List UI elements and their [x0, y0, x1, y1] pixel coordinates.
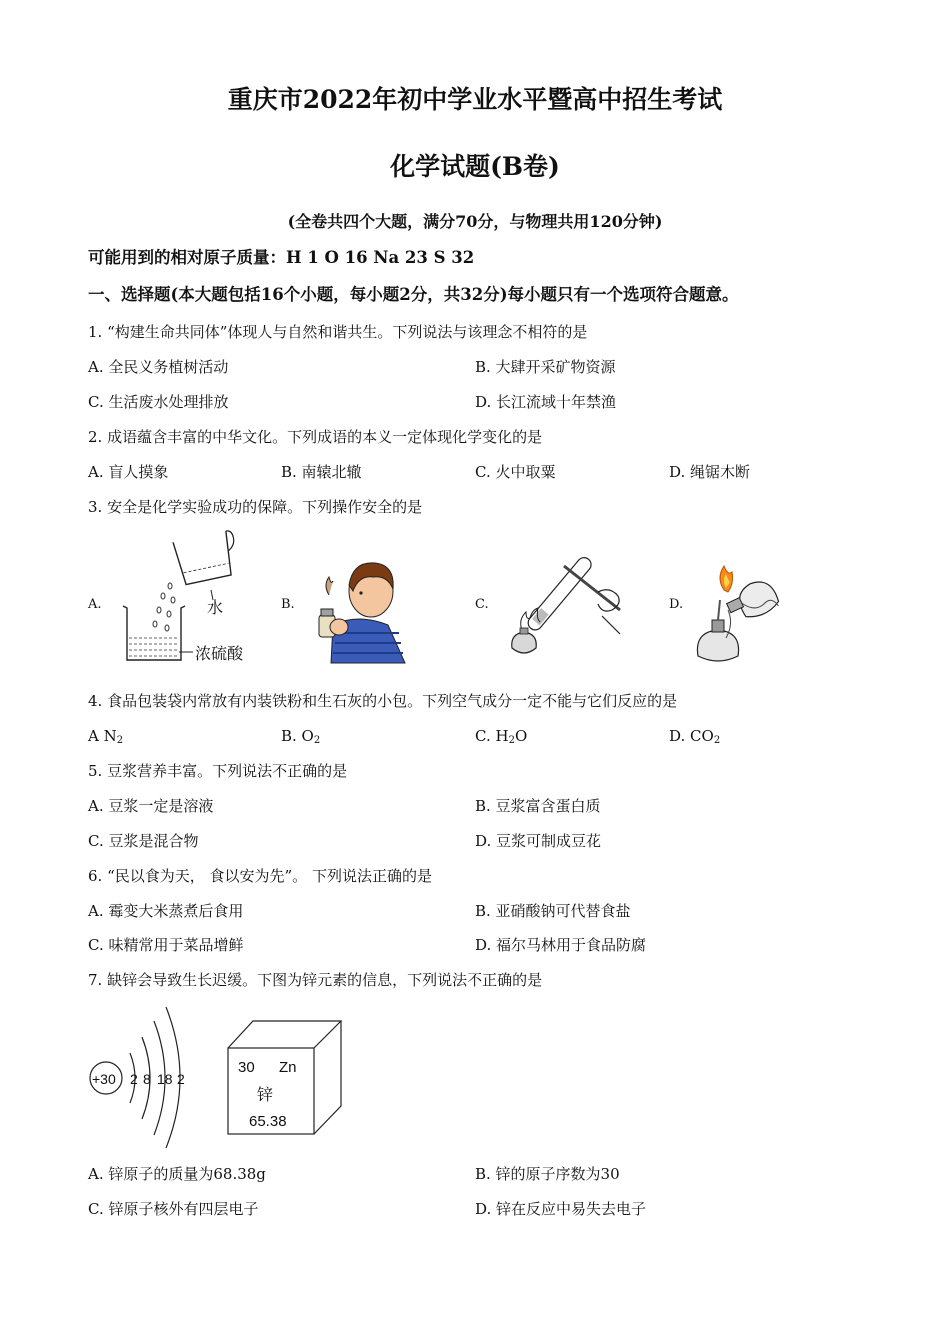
question-4-option-c[interactable] — [475, 726, 527, 751]
shell-4-electrons: 2 — [177, 1071, 185, 1087]
question-7-stem: 7. 缺锌会导致生长迟缓。下图为锌元素的信息，下列说法不正确的是 — [88, 971, 543, 989]
question-3-stem: 3. 安全是化学实验成功的保障。下列操作安全的是 — [88, 498, 423, 516]
zinc-element-card — [225, 1018, 345, 1138]
question-2-option-c[interactable]: C. 火中取粟 — [475, 463, 556, 481]
question-7-option-c[interactable]: C. 锌原子核外有四层电子 — [88, 1200, 259, 1218]
question-2-option-d[interactable]: D. 绳锯木断 — [669, 463, 751, 481]
boy-smelling-icon — [303, 555, 413, 665]
figure-smelling — [303, 555, 413, 665]
figure-lighting-lamp — [688, 560, 798, 670]
question-7-option-a[interactable]: A. 锌原子的质量为68.38g — [88, 1165, 266, 1183]
option-d-text: D. CO — [669, 727, 714, 745]
label-water: 水 — [207, 598, 224, 617]
element-atomic-number: 30 — [238, 1059, 255, 1076]
element-atomic-mass: 65.38 — [249, 1113, 287, 1130]
question-7-option-d[interactable]: D. 锌在反应中易失去电子 — [475, 1200, 647, 1218]
question-5-option-c[interactable]: C. 豆浆是混合物 — [88, 832, 199, 850]
question-1-stem: 1. “构建生命共同体”体现人与自然和谐共生。下列说法与该理念不相符的是 — [88, 323, 588, 341]
question-1-option-b[interactable]: B. 大肆开采矿物资源 — [475, 358, 616, 376]
question-2-option-b[interactable]: B. 南辕北辙 — [281, 463, 362, 481]
figure-heating-test-tube — [500, 548, 630, 668]
question-1-option-c[interactable]: C. 生活废水处理排放 — [88, 393, 229, 411]
element-name: 锌 — [257, 1085, 274, 1104]
heating-test-tube-drawing — [500, 548, 630, 668]
option-d-subscript: 2 — [713, 735, 721, 746]
shell-2-electrons: 8 — [143, 1071, 151, 1087]
nucleus-charge: +30 — [92, 1071, 116, 1087]
question-3-option-b[interactable]: B. — [281, 597, 295, 612]
option-b-text: B. O — [281, 727, 314, 745]
question-5-option-a[interactable]: A. 豆浆一定是溶液 — [88, 797, 214, 815]
question-6-option-b[interactable]: B. 亚硝酸钠可代替食盐 — [475, 902, 631, 920]
question-7-option-b[interactable]: B. 锌的原子序数为30 — [475, 1165, 620, 1183]
page-title: 重庆市2022年初中学业水平暨高中招生考试 — [227, 85, 723, 114]
question-5-option-d[interactable]: D. 豆浆可制成豆花 — [475, 832, 602, 850]
option-a-subscript: 2 — [116, 735, 124, 746]
question-4-option-a[interactable] — [88, 726, 123, 751]
question-4-stem: 4. 食品包装袋内常放有内装铁粉和生石灰的小包。下列空气成分一定不能与它们反应的是 — [88, 692, 678, 710]
question-6-option-d[interactable]: D. 福尔马林用于食品防腐 — [475, 936, 647, 954]
atomic-masses: 可能用到的相对原子质量：H 1 O 16 Na 23 S 32 — [88, 248, 475, 267]
alcohol-lamp-drawing — [688, 560, 798, 670]
option-b-subscript: 2 — [313, 735, 321, 746]
question-5-option-b[interactable]: B. 豆浆富含蛋白质 — [475, 797, 601, 815]
option-c-suffix: O — [514, 727, 528, 745]
section-heading: 一、选择题(本大题包括16个小题，每小题2分，共32分)每小题只有一个选项符合题意。 — [88, 285, 739, 304]
question-6-option-c[interactable]: C. 味精常用于菜品增鲜 — [88, 936, 244, 954]
question-6-option-a[interactable]: A. 霉变大米蒸煮后食用 — [88, 902, 244, 920]
question-2-option-a[interactable]: A. 盲人摸象 — [88, 463, 169, 481]
question-4-option-d[interactable] — [669, 726, 720, 751]
option-a-text: A N — [88, 727, 117, 745]
shell-1-electrons: 2 — [130, 1071, 138, 1087]
element-symbol: Zn — [279, 1059, 297, 1076]
option-c-subscript: 2 — [508, 735, 515, 746]
option-c-text: C. H — [475, 727, 509, 745]
shell-3-electrons: 18 — [157, 1071, 173, 1087]
label-concentrated-sulfuric-acid: 浓硫酸 — [195, 644, 244, 663]
figure-dilution — [115, 528, 255, 668]
exam-note: (全卷共四个大题，满分70分，与物理共用120分钟) — [287, 212, 663, 231]
question-2-stem: 2. 成语蕴含丰富的中华文化。下列成语的本义一定体现化学变化的是 — [88, 428, 543, 446]
question-4-option-b[interactable] — [281, 726, 320, 751]
question-1-option-a[interactable]: A. 全民义务植树活动 — [88, 358, 229, 376]
question-1-option-d[interactable]: D. 长江流域十年禁渔 — [475, 393, 617, 411]
question-3-option-a[interactable]: A. — [88, 597, 102, 612]
question-5-stem: 5. 豆浆营养丰富。下列说法不正确的是 — [88, 762, 348, 780]
question-3-option-d[interactable]: D. — [669, 597, 684, 612]
page-subtitle: 化学试题(B卷) — [390, 152, 560, 181]
zinc-atom-structure — [86, 1005, 206, 1150]
question-3-option-c[interactable]: C. — [475, 597, 489, 612]
question-6-stem: 6. “民以食为天， 食以安为先”。 下列说法正确的是 — [88, 867, 432, 885]
